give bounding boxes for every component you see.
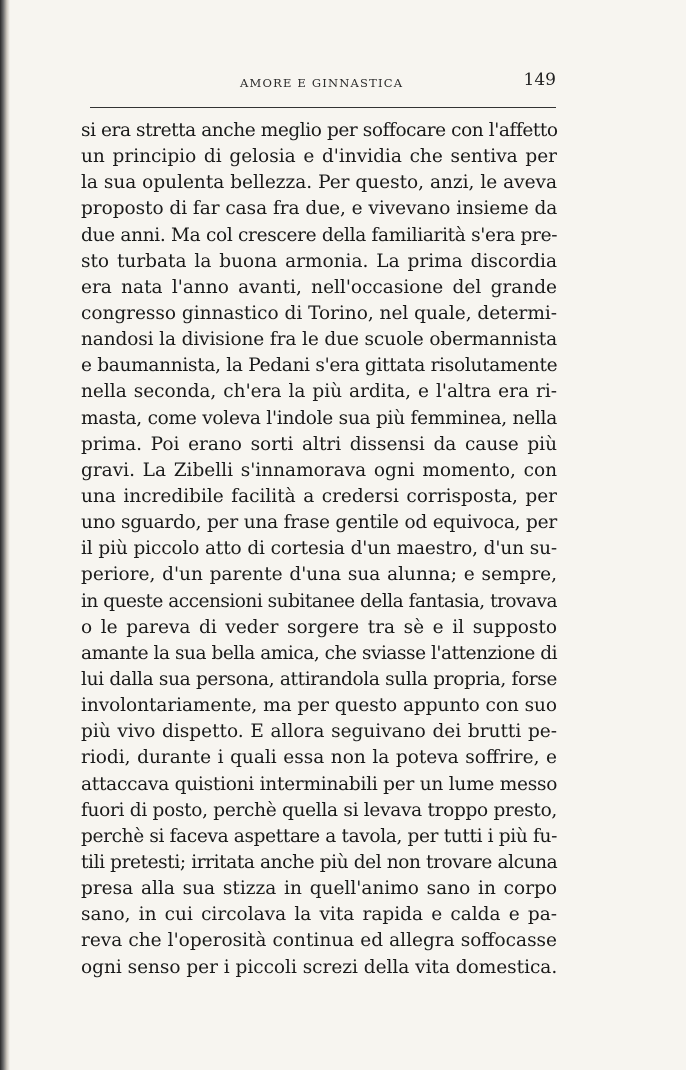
text-line: era nata l'anno avanti, nell'occasione del grande [81,276,557,298]
text-line: sto turbata la buona armonia. La prima discordia [81,250,557,272]
text-line: più vivo dispetto. E allora seguivano dei brutti pe- [81,721,557,743]
text-line: periore, d'un parente d'una sua alunna; e sempre, [81,564,557,586]
body-text [81,118,557,981]
page-number: 149 [523,70,556,90]
text-line: nella seconda, ch'era la più ardita, e l'altra era ri- [81,381,557,403]
text-line: congresso ginnastico di Torino, nel quale, determi- [81,302,557,324]
text-line: ogni senso per i piccoli screzi della vita domestica. [81,956,558,978]
text-line: riodi, durante i quali essa non la poteva soffrire, e [81,747,557,769]
text-line: sano, in cui circolava la vita rapida e calda e pa- [81,904,557,926]
text-line: perchè si faceva aspettare a tavola, per tutti i più fu- [81,825,557,847]
text-line: involontariamente, ma per questo appunto con suo [81,695,557,717]
text-line: tili pretesti; irritata anche più del non trovare alcuna [81,851,558,873]
text-line: due anni. Ma col crescere della familiarità s'era pre- [81,224,558,246]
text-line: e baumannista, la Pedani s'era gittata risolutamente [81,355,558,377]
text-line: il più piccolo atto di cortesia d'un maestro, d'un su- [81,538,557,560]
text-line: uno sguardo, per una frase gentile od equivoca, per [81,512,557,534]
page-header [90,70,556,96]
text-line: si era stretta anche meglio per soffocare con l'affetto [81,120,558,141]
text-line: presa alla sua stizza in quell'animo sano in corpo [81,878,557,900]
text-line: fuori di posto, perchè quella si levava troppo presto, [81,799,557,821]
text-line: attaccava quistioni interminabili per un lume messo [81,773,558,795]
text-line: o le pareva di veder sorgere tra sè e il supposto [81,616,557,638]
text-line: un principio di gelosia e d'invidia che sentiva per [81,146,557,168]
text-line: amante la sua bella amica, che sviasse l'attenzione di [81,642,558,664]
text-line: lui dalla sua persona, attirandola sulla propria, forse [81,668,557,690]
header-rule [90,107,556,108]
text-line: la sua opulenta bellezza. Per questo, anzi, le aveva [81,172,557,194]
text-line: in queste accensioni subitanee della fantasia, trovava [81,590,557,612]
running-title: AMORE E GINNASTICA [240,76,404,90]
text-line: nandosi la divisione fra le due scuole obermannista [81,329,557,351]
text-line: una incredibile facilità a credersi corrisposta, per [81,485,557,507]
text-line: proposto di far casa fra due, e vivevano insieme da [81,198,558,220]
text-line: gravi. La Zibelli s'innamorava ogni momento, con [81,459,557,481]
text-line: prima. Poi erano sorti altri dissensi da cause più [81,433,557,455]
text-line: masta, come voleva l'indole sua più femminea, nella [81,407,557,429]
page-binding-edge [0,0,10,1070]
text-line: reva che l'operosità continua ed allegra soffocasse [81,930,557,952]
